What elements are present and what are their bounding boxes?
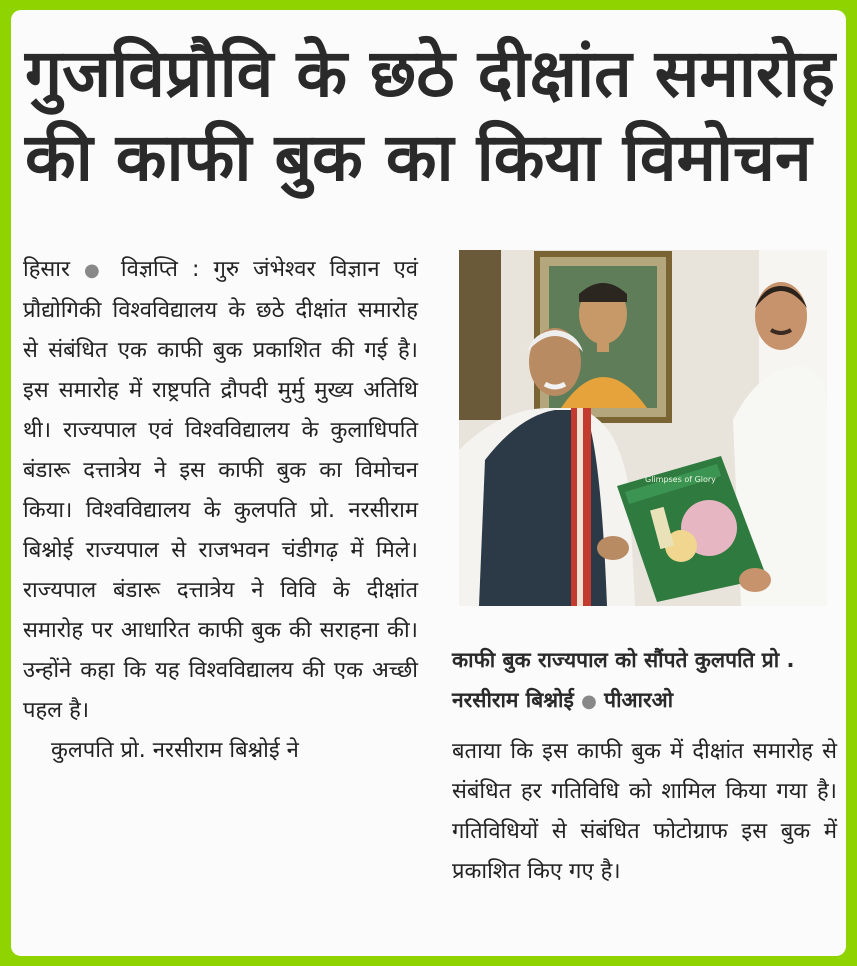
caption-text: काफी बुक राज्यपाल को सौंपते कुलपति प्रो . नरसीराम बिश्नोई: [452, 648, 795, 712]
article-paragraph-2-start: [23, 731, 418, 771]
headline: [25, 32, 835, 200]
dateline-source: विज्ञप्ति :: [120, 257, 200, 282]
article-right-column: [452, 732, 837, 892]
article-paragraph-2-continued: बताया कि इस काफी बुक में दीक्षांत समारोह से संबंधित हर गतिविधि को शामिल किया गया है। गतिविधियों से संबंधित फोटोग्राफ इस बुक में प्रकाशित किए गए है।: [452, 739, 837, 884]
photo-illustration: [459, 250, 827, 606]
article-body-1: गुरु जंभेश्वर विज्ञान एवं प्रौद्योगिकी विश्वविद्यालय के छठे दीक्षांत समारोह से संबंधित एक काफी बुक प्रकाशित की गई है। इस समारोह में राष्ट्रपति द्रौपदी मुर्मु मुख्य अतिथि थी। राज्यपाल एवं विश्वविद्यालय के कुलाधिपति बंडारू दत्तात्रेय ने इस काफी बुक का विमोचन किया। विश्वविद्यालय के कुलपति प्रो. नरसीराम बिश्नोई राज्यपाल से राजभवन चंडीगढ़ में मिले। राज्यपाल बंडारू दत्तात्रेय ने विवि के दीक्षांत समारोह पर आधारित काफी बुक की सराहना की। उन्होंने कहा कि यह विश्वविद्यालय की एक अच्छी पहल है।: [23, 257, 419, 723]
article-body-2-start: कुलपति प्रो. नरसीराम बिश्नोई ने: [51, 738, 299, 763]
photo-caption: [452, 640, 837, 722]
bullet-icon: ●: [581, 691, 597, 712]
newspaper-clipping: [11, 10, 846, 956]
headline-line-2: की काफी बुक का किया विमोचन: [25, 119, 812, 196]
article-left-column: [23, 250, 418, 771]
headline-line-1: गुजविप्रौवि के छठे दीक्षांत समारोह: [25, 35, 836, 112]
book-cover-text: Glimpses of Glory: [645, 475, 716, 484]
bullet-icon: ●: [84, 260, 107, 281]
photo-credit: पीआरओ: [604, 688, 674, 712]
article-paragraph-1: [23, 250, 418, 731]
news-photo: [459, 250, 827, 606]
dateline-place: हिसार: [23, 257, 70, 282]
